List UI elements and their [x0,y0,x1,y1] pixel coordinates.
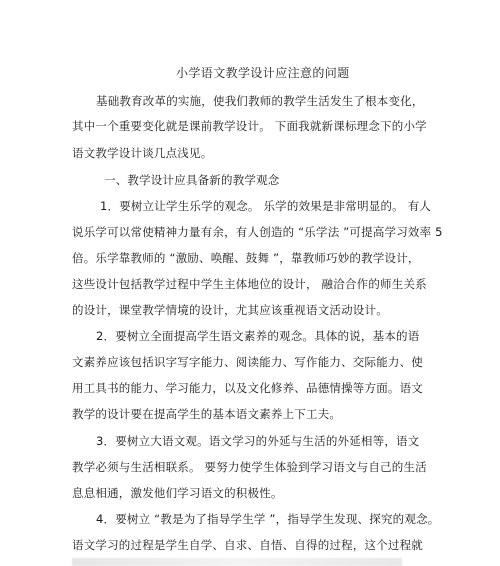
text-line: 3．要树立大语文观。语文学习的外延与生活的外延相等，语文 [96,434,420,448]
text-line: 语文教学设计谈几点浅见。 [72,146,213,160]
text-line: 这些设计包括教学过程中学生主体地位的设计， 融洽合作的师生关系 [72,277,427,291]
text-line: 教学必须与生活相联系。 要努力使学生体验到学习语文与自己的生活 [72,460,427,474]
text-line: 教学的设计要在提高学生的基本语文素养上下工夫。 [72,407,342,421]
text-line: 倍。乐学靠教师的 “激励、唤醒、鼓舞 ”，靠教师巧妙的教学设计， [72,251,420,265]
text-line: 2．要树立全面提高学生语文素养的观念。具体的说，基本的语 [96,329,420,343]
text-line: 基础教育改革的实施，使我们教师的教学生活发生了根本变化， [96,94,424,108]
text-line: 其中一个重要变化就是课前教学设计。 下面我就新课标理念下的小学 [72,119,427,133]
text-line: 文素养应该包括识字写字能力、阅读能力、写作能力、交际能力、使 [72,355,423,369]
text-line: 用工具书的能力、学习能力，以及文化修养、品德情操等方面。语文 [72,381,423,395]
text-line: 4．要树立 “教是为了指导学生学 ”，指导学生发现、探究的观念。 [96,512,440,526]
section-heading: 一、教学设计应具备新的教学观念 [104,173,280,187]
document-title: 小学语文教学设计应注意的问题 [176,66,350,80]
text-line: 语文学习的过程是学生自学、自求、自悟、自得的过程，这个过程就 [72,538,423,552]
text-line: 说乐学可以常使精神力量有余，有人创造的 “乐学法 ”可提高学习效率 5 [72,225,443,239]
text-line: 的设计，课堂教学情境的设计，尤其应该重视语文活动设计。 [72,303,388,317]
text-line: 息息相通，激发他们学习语文的积极性。 [72,486,283,500]
text-line: 1．要树立让学生乐学的观念。 乐学的效果是非常明显的。 有人 [100,199,432,213]
cut-off-line [72,558,402,566]
